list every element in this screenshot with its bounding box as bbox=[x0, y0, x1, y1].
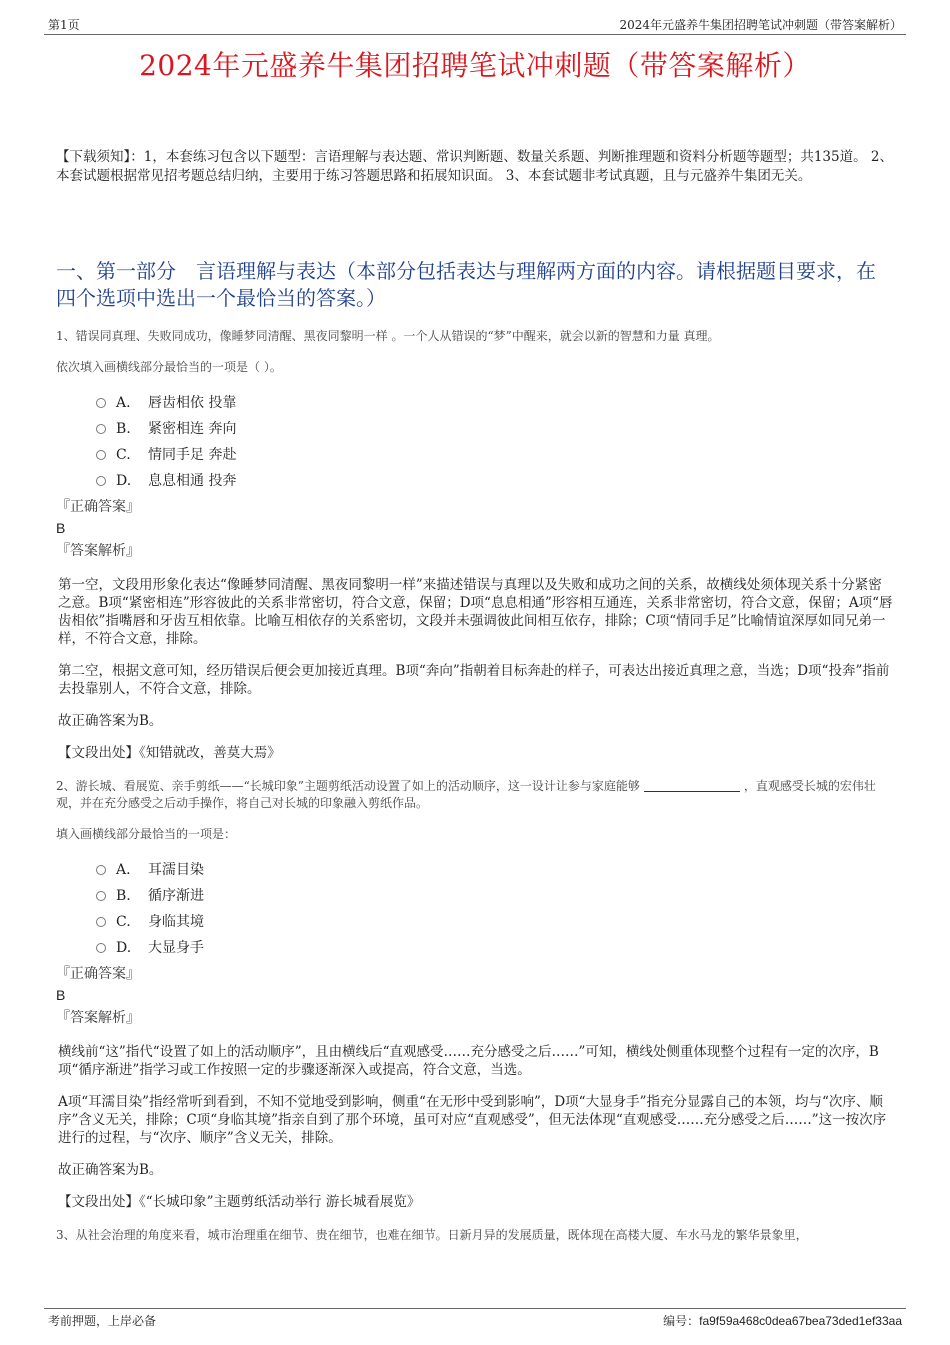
question-1-analysis-1: 第一空，文段用形象化表达“像睡梦同清醒、黑夜同黎明一样”来描述错误与真理以及失败和成功之间的关系，故横线处须体现关系十分紧密之意。B项“紧密相连”形容彼此的关系非常密切，符合文意，保留；D项“息息相通”形容相互通连，关系非常密切，符合文意，保留；A项“唇齿相依”指嘴唇和牙齿互相依靠。比喻互相依存的关系密切，文段并未强调彼此间相互依存，排除；C项“情同手足”比喻情谊深厚如同兄弟一样，不符合文意，排除。 bbox=[58, 577, 893, 647]
footer-slogan: 考前押题，上岸必备 bbox=[48, 1314, 157, 1328]
option-letter: D. bbox=[116, 940, 132, 956]
question-2-option-a[interactable] bbox=[96, 857, 894, 883]
question-2-stem bbox=[56, 778, 894, 812]
option-text: 紧密相连 奔向 bbox=[148, 421, 237, 437]
question-1-answer: B bbox=[56, 520, 66, 536]
question-2-conclusion: 故正确答案为B。 bbox=[58, 1162, 163, 1178]
question-1-option-c[interactable] bbox=[96, 442, 894, 468]
question-2-analysis-1: 横线前“这”指代“设置了如上的活动顺序”，且由横线后“直观感受……充分感受之后……”可知，横线处侧重体现整个过程有一定的次序，B项“循序渐进”指学习或工作按照一定的步骤逐渐深入或提高，符合文意，当选。 bbox=[58, 1044, 879, 1078]
question-1-prompt: 依次填入画横线部分最恰当的一项是（ ）。 bbox=[56, 360, 282, 374]
question-3-stem: 3、从社会治理的角度来看，城市治理重在细节、贵在细节，也难在细节。日新月异的发展质量，既体现在高楼大厦、车水马龙的繁华景象里， bbox=[56, 1228, 808, 1242]
option-text: 身临其境 bbox=[148, 914, 204, 930]
radio-icon[interactable] bbox=[96, 476, 106, 486]
correct-answer-label: 『正确答案』 bbox=[56, 499, 140, 515]
question-2-stem-before: 2、游长城、看展览、亲手剪纸——“长城印象”主题剪纸活动设置了如上的活动顺序，这一设计让参与家庭能够 bbox=[56, 779, 640, 793]
option-letter: B. bbox=[116, 421, 131, 437]
question-1-conclusion: 故正确答案为B。 bbox=[58, 713, 163, 729]
question-2-answer: B bbox=[56, 987, 66, 1003]
question-2-stem-after: ，直观感受长城的宏伟壮观，并在充分感受之后动手操作，将自己对长城的印象融入剪纸作品。 bbox=[56, 779, 876, 810]
option-letter: C. bbox=[116, 447, 131, 463]
analysis-label: 『答案解析』 bbox=[56, 543, 140, 559]
option-text: 循序渐进 bbox=[148, 888, 204, 904]
question-1-source: 【文段出处】《知错就改，善莫大焉》 bbox=[58, 745, 281, 761]
footer-code bbox=[663, 1312, 902, 1329]
question-2-source: 【文段出处】《“长城印象”主题剪纸活动举行 游长城看展览》 bbox=[58, 1194, 421, 1210]
radio-icon[interactable] bbox=[96, 398, 106, 408]
option-letter: D. bbox=[116, 473, 132, 489]
question-2-option-b[interactable] bbox=[96, 883, 894, 909]
option-letter: A. bbox=[116, 395, 131, 411]
footer-code-value: fa9f59a468c0dea67bea73ded1ef33aa bbox=[699, 1314, 902, 1328]
radio-icon[interactable] bbox=[96, 943, 106, 953]
radio-icon[interactable] bbox=[96, 450, 106, 460]
question-2-option-c[interactable] bbox=[96, 909, 894, 935]
question-2-analysis-2: A项“耳濡目染”指经常听到看到，不知不觉地受到影响，侧重“在无形中受到影响”，D项“大显身手”指充分显露自己的本领，均与“次序、顺序”含义无关，排除；C项“身临其境”指亲自到了那个环境，虽可对应“直观感受”，但无法体现“直观感受……充分感受之后……”这一按次序进行的过程，与“次序、顺序”含义无关，排除。 bbox=[58, 1094, 887, 1146]
page-header bbox=[44, 14, 906, 35]
download-notice: 【下载须知】：1，本套练习包含以下题型：言语理解与表达题、常识判断题、数量关系题、判断推理题和资料分析题等题型；共135道。 2、本套试题根据常见招考题总结归纳，主要用于练习答题思路和拓展知识面。 3、本套试题非考试真题，且与元盛养牛集团无关。 bbox=[56, 149, 893, 184]
document-body bbox=[56, 148, 894, 1244]
question-2-options bbox=[96, 857, 894, 961]
question-2-prompt: 填入画横线部分最恰当的一项是： bbox=[56, 827, 237, 841]
question-1-options bbox=[96, 390, 894, 494]
option-text: 息息相通 投奔 bbox=[148, 473, 237, 489]
option-text: 耳濡目染 bbox=[148, 862, 204, 878]
section-title: 一、第一部分 言语理解与表达（本部分包括表达与理解两方面的内容。请根据题目要求，在四个选项中选出一个最恰当的答案。） bbox=[56, 259, 876, 310]
radio-icon[interactable] bbox=[96, 917, 106, 927]
option-text: 情同手足 奔赴 bbox=[148, 447, 237, 463]
question-1-option-a[interactable] bbox=[96, 390, 894, 416]
question-1-stem: 1、错误同真理、失败同成功，像睡梦同清醒、黑夜同黎明一样 。一个人从错误的“梦”中醒来，就会以新的智慧和力量 真理。 bbox=[56, 329, 720, 343]
question-1-analysis-2: 第二空，根据文意可知，经历错误后便会更加接近真理。B项“奔向”指朝着目标奔赴的样子，可表达出接近真理之意，当选；D项“投奔”指前去投靠别人，不符合文意，排除。 bbox=[58, 663, 890, 697]
page-number: 第1页 bbox=[48, 18, 80, 32]
option-letter: C. bbox=[116, 914, 131, 930]
option-letter: A. bbox=[116, 862, 131, 878]
question-2-option-d[interactable] bbox=[96, 935, 894, 961]
radio-icon[interactable] bbox=[96, 865, 106, 875]
footer-code-label: 编号： bbox=[663, 1314, 700, 1328]
option-text: 大显身手 bbox=[148, 940, 204, 956]
fill-blank-line bbox=[644, 779, 740, 792]
page-footer bbox=[44, 1308, 906, 1329]
option-letter: B. bbox=[116, 888, 131, 904]
question-1-option-d[interactable] bbox=[96, 468, 894, 494]
document-title: 2024年元盛养牛集团招聘笔试冲刺题（带答案解析） bbox=[139, 49, 811, 82]
header-doc-title: 2024年元盛养牛集团招聘笔试冲刺题（带答案解析） bbox=[619, 18, 902, 32]
question-1-option-b[interactable] bbox=[96, 416, 894, 442]
option-text: 唇齿相依 投靠 bbox=[148, 395, 237, 411]
radio-icon[interactable] bbox=[96, 891, 106, 901]
analysis-label: 『答案解析』 bbox=[56, 1010, 140, 1026]
radio-icon[interactable] bbox=[96, 424, 106, 434]
correct-answer-label: 『正确答案』 bbox=[56, 966, 140, 982]
